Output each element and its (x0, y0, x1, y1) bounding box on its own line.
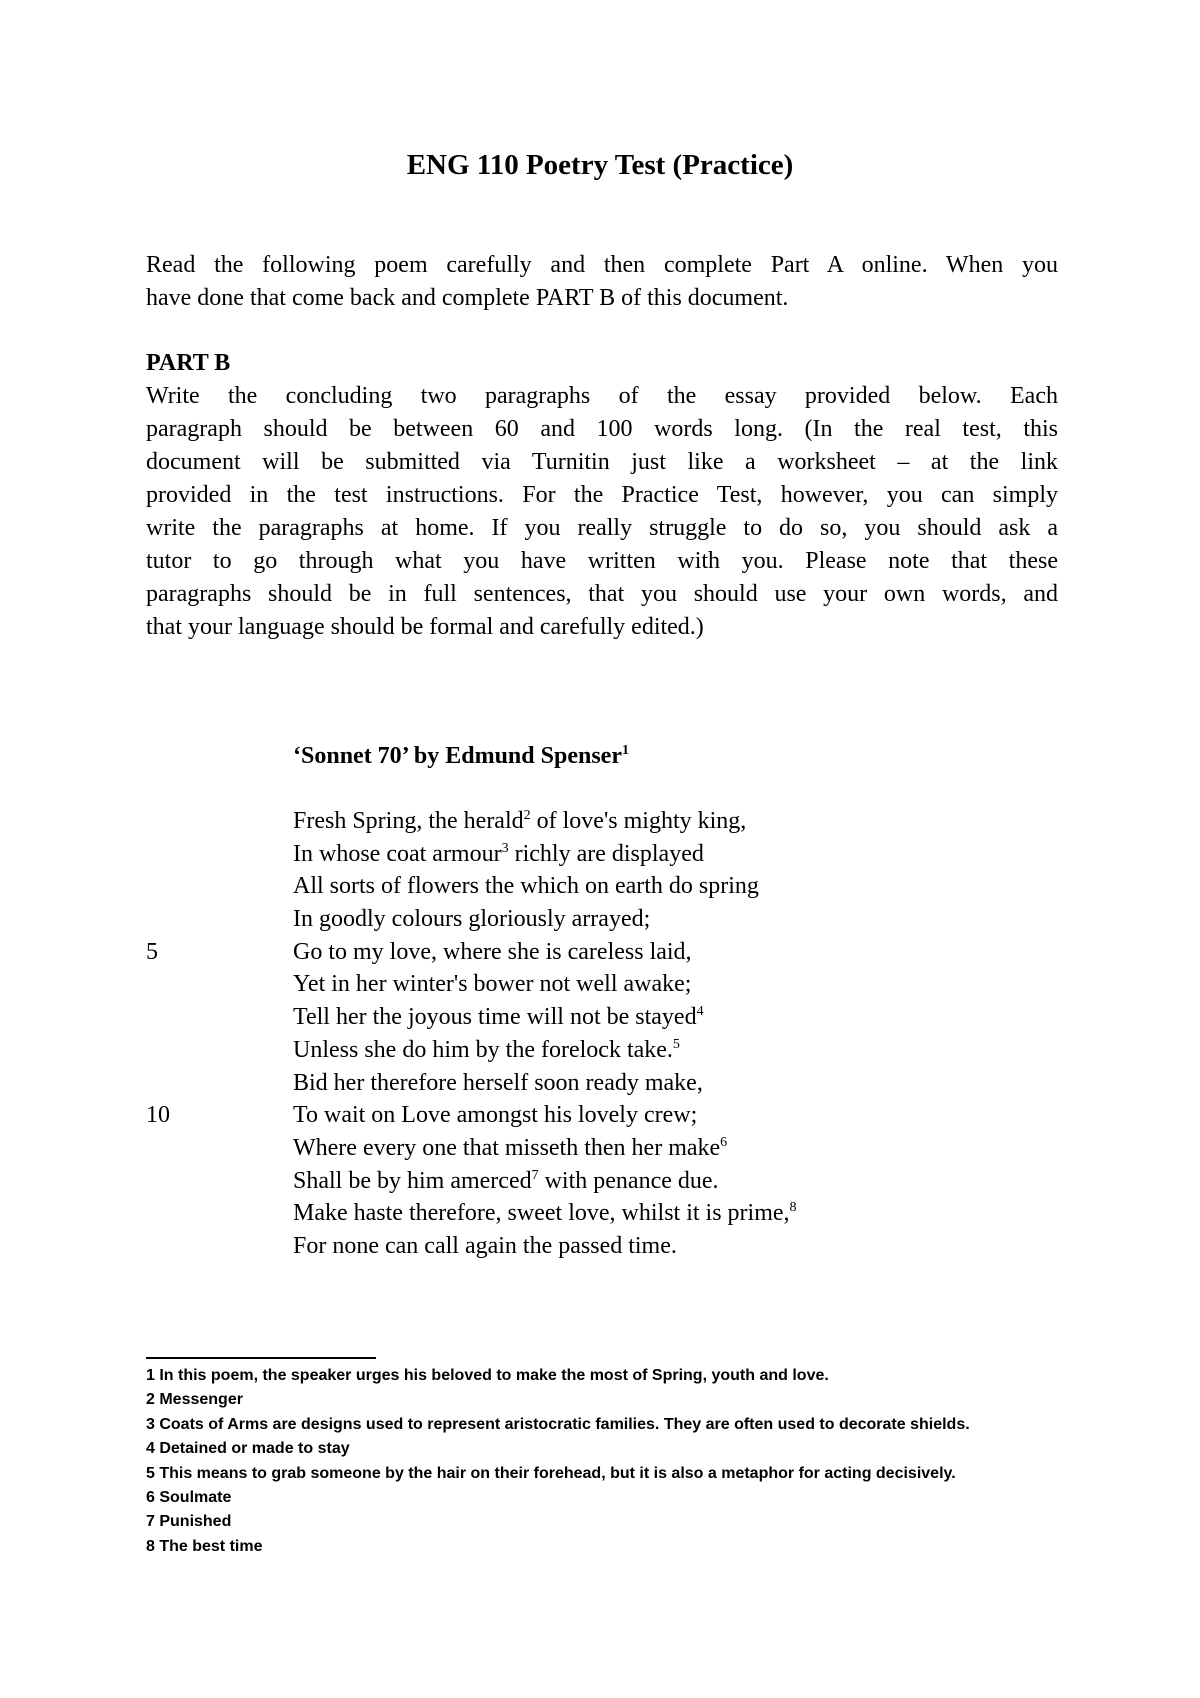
poem-line (146, 1165, 1046, 1198)
poem-line (146, 1001, 1046, 1034)
poem-line (146, 1099, 1046, 1132)
instruction-line: paragraph should be between 60 and 100 words long. (In the real test, this (146, 416, 1058, 442)
line-text: Yet in her winter's bower not well awake; (293, 971, 692, 998)
line-text: All sorts of flowers the which on earth do spring (293, 873, 759, 900)
poem-line (146, 903, 1046, 936)
footnote-ref: 7 (531, 1167, 539, 1183)
line-text: In goodly colours gloriously arrayed; (293, 906, 651, 933)
poem-line (146, 936, 1046, 969)
poem-line (146, 1197, 1046, 1230)
footnote-ref: 8 (789, 1200, 797, 1216)
footnote-ref: 1 (621, 743, 629, 758)
instruction-line: Write the concluding two paragraphs of the essay provided below. Each (146, 383, 1058, 409)
poem-line (146, 1034, 1046, 1067)
line-text: Shall be by him amerced$^7$ with penance due. (293, 1167, 719, 1194)
footnote-ref: 5 (672, 1036, 680, 1052)
instruction-line: that your language should be formal and carefully edited.) (146, 614, 704, 640)
poem-title-text: ‘Sonnet 70’ by Edmund Spenser (293, 743, 622, 769)
instruction-line: write the paragraphs at home. If you really struggle to do so, you should ask a (146, 515, 1058, 541)
poem-line (146, 1230, 1046, 1263)
page-title: ENG 110 Poetry Test (Practice) (406, 149, 794, 181)
footnote: 5 This means to grab someone by the hair on their forehead, but it is also a metaphor for acting decisively. (146, 1464, 956, 1482)
instruction-line: tutor to go through what you have written with you. Please note that these (146, 548, 1058, 574)
line-text: To wait on Love amongst his lovely crew; (293, 1102, 698, 1129)
line-text: Tell her the joyous time will not be stayed$^4$ (293, 1004, 704, 1031)
poem-line (146, 1067, 1046, 1100)
poem-line (146, 805, 1046, 838)
footnotes (146, 1364, 1046, 1559)
footnote: 2 Messenger (146, 1391, 243, 1409)
poem-line (146, 870, 1046, 903)
instruction-line: document will be submitted via Turnitin just like a worksheet – at the link (146, 449, 1058, 475)
poem-line (146, 968, 1046, 1001)
footnote: 7 Punished (146, 1513, 232, 1531)
line-number: 10 (146, 1102, 170, 1129)
line-text: Go to my love, where she is careless laid, (293, 938, 692, 965)
footnote-ref: 2 (523, 808, 531, 823)
footnote-divider (146, 1357, 376, 1359)
footnote: 3 Coats of Arms are designs used to represent aristocratic families. They are often used to decorate shields. (146, 1415, 970, 1433)
line-text: Bid her therefore herself soon ready make, (293, 1069, 703, 1096)
intro-line: Read the following poem carefully and then complete Part A online. When you (146, 252, 1058, 278)
footnote-ref: 6 (720, 1134, 728, 1150)
line-text: Unless she do him by the forelock take.$^5$ (293, 1036, 680, 1063)
poem (146, 805, 1046, 1263)
line-text: In whose coat armour$^3$ richly are displayed (293, 840, 704, 867)
line-number: 5 (146, 938, 158, 965)
line-text: Make haste therefore, sweet love, whilst it is prime,$^8$ (293, 1200, 797, 1227)
instruction-line: provided in the test instructions. For the Practice Test, however, you can simply (146, 482, 1058, 508)
footnote: 8 The best time (146, 1537, 263, 1555)
footnote: 6 Soulmate (146, 1489, 232, 1507)
footnote: 4 Detained or made to stay (146, 1440, 350, 1458)
poem-title (293, 740, 629, 773)
intro-paragraph (146, 249, 1058, 315)
footnote: 1 In this poem, the speaker urges his beloved to make the most of Spring, youth and love. (146, 1367, 829, 1384)
line-text: For none can call again the passed time. (293, 1232, 677, 1259)
poem-line (146, 838, 1046, 871)
line-text: Where every one that misseth then her make$^6$ (293, 1134, 728, 1161)
instruction-line: paragraphs should be in full sentences, that you should use your own words, and (146, 581, 1058, 607)
intro-line: have done that come back and complete PART B of this document. (146, 285, 789, 311)
poem-line (146, 1132, 1046, 1165)
footnote-ref: 3 (501, 840, 509, 856)
part-b-heading: PART B (146, 350, 231, 376)
line-text: Fresh Spring, the herald$^2$ of love's mighty king, (293, 808, 747, 834)
part-b-instructions (146, 380, 1058, 644)
footnote-ref: 4 (696, 1004, 704, 1020)
